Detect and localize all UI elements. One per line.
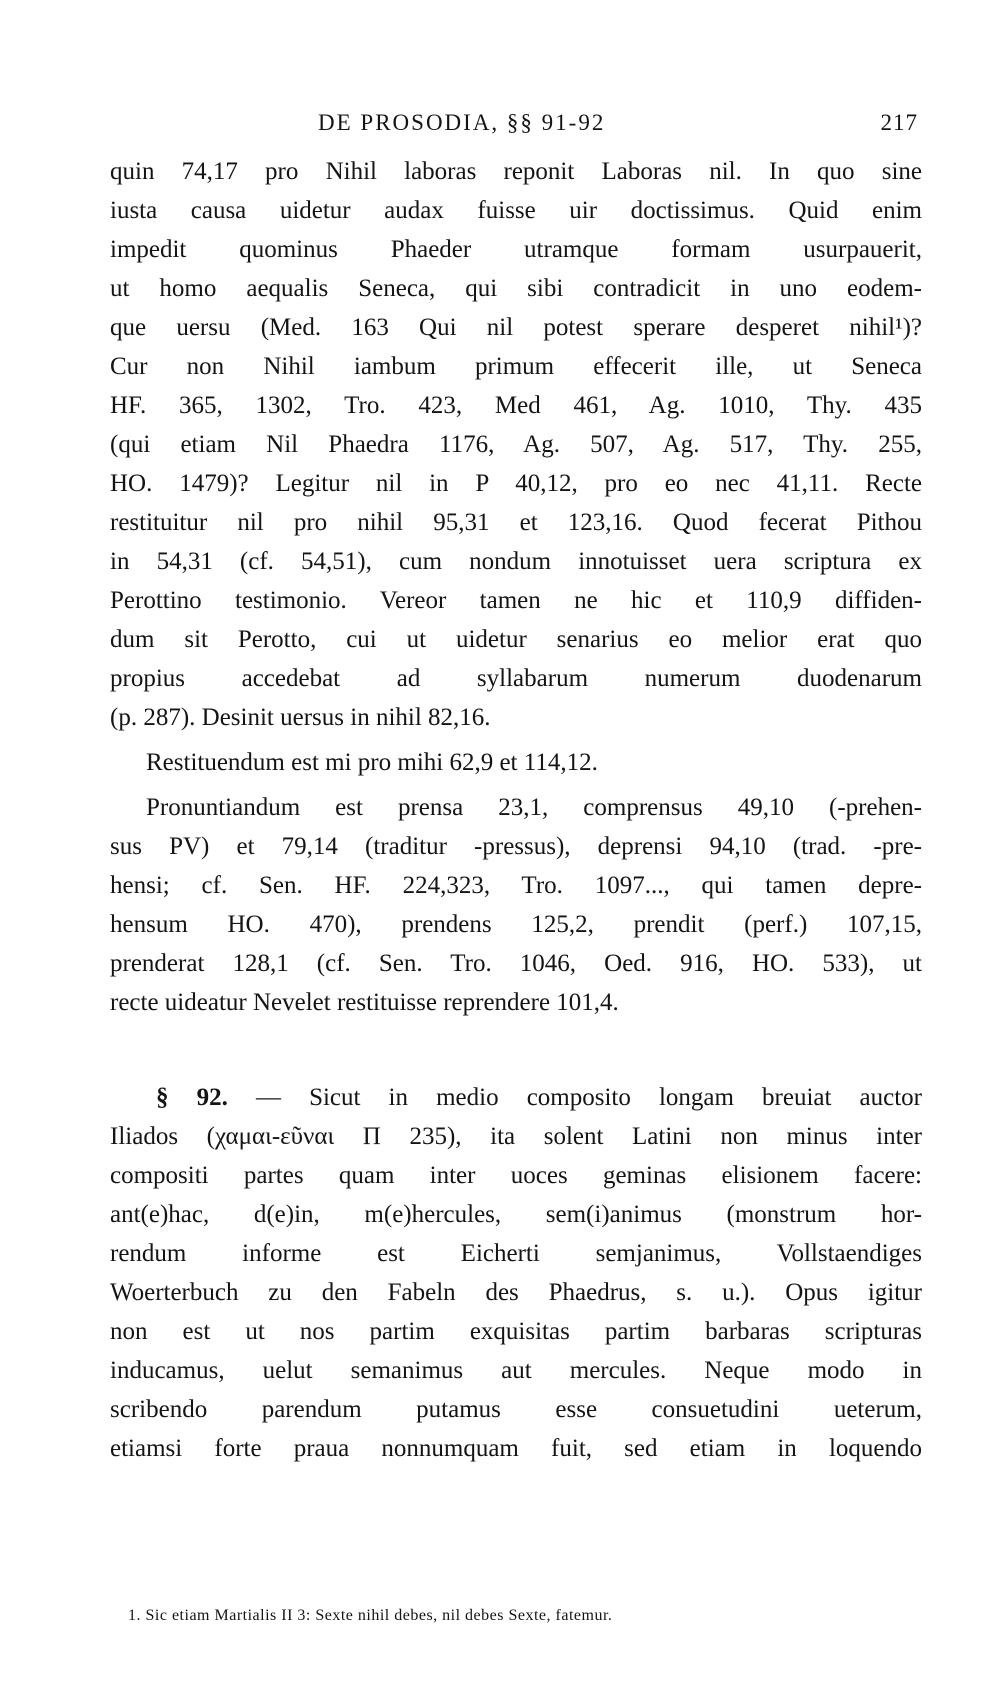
text-line: Perottino testimonio. Vereor tamen ne hic et 110,9 diffiden- [110, 587, 922, 614]
text-line: hensum HO. 470), prendens 125,2, prendit (perf.) 107,15, [110, 911, 922, 938]
text-line: dum sit Perotto, cui ut uidetur senarius eo melior erat quo [110, 626, 922, 653]
paragraph-mi [110, 743, 922, 782]
text-line: (qui etiam Nil Phaedra 1176, Ag. 507, Ag. 517, Thy. 255, [110, 431, 922, 458]
text-line: que uersu (Med. 163 Qui nil potest sperare desperet nihil¹)? [110, 314, 922, 341]
text-line: inducamus, uelut semanimus aut mercules. Neque modo in [110, 1357, 922, 1384]
footnote: 1. Sic etiam Martialis II 3: Sexte nihil debes, nil debes Sexte, fatemur. [128, 1607, 613, 1624]
text-line: restituitur nil pro nihil 95,31 et 123,16. Quod fecerat Pithou [110, 509, 922, 536]
text-line: Cur non Nihil iambum primum effecerit ille, ut Seneca [110, 353, 922, 380]
text-line: Iliados (χαμαι-εῦναι Π 235), ita solent Latini non minus inter [110, 1123, 922, 1150]
text-line: etiamsi forte praua nonnumquam fuit, sed etiam in loquendo [110, 1435, 922, 1462]
paragraph-nihil [110, 152, 922, 737]
text-line: in 54,31 (cf. 54,51), cum nondum innotuisset uera scriptura ex [110, 548, 922, 575]
text-line: ut homo aequalis Seneca, qui sibi contradicit in uno eodem- [110, 275, 922, 302]
text-span: — Sicut in medio composito longam breuiat auctor [255, 1084, 922, 1111]
page-number: 217 [880, 110, 918, 135]
paragraph-prensa [110, 788, 922, 1022]
page-header [118, 110, 918, 144]
text-line: (p. 287). Desinit uersus in nihil 82,16. [110, 704, 491, 731]
text-line: ant(e)hac, d(e)in, m(e)hercules, sem(i)animus (monstrum hor- [110, 1201, 922, 1228]
text-line: propius accedebat ad syllabarum numerum duodenarum [110, 665, 922, 692]
running-title: DE PROSODIA, §§ 91-92 [318, 110, 606, 135]
text-line: recte uideatur Nevelet restituisse reprendere 101,4. [110, 989, 619, 1016]
text-line: HO. 1479)? Legitur nil in P 40,12, pro eo nec 41,11. Recte [110, 470, 922, 497]
text-line: Restituendum est mi pro mihi 62,9 et 114,12. [146, 749, 598, 776]
text-line: compositi partes quam inter uoces geminas elisionem facere: [110, 1162, 922, 1189]
text-line: iusta causa uidetur audax fuisse uir doctissimus. Quid enim [110, 197, 922, 224]
text-line: prenderat 128,1 (cf. Sen. Tro. 1046, Oed. 916, HO. 533), ut [110, 950, 922, 977]
text-line [110, 1078, 922, 1117]
text-line: HF. 365, 1302, Tro. 423, Med 461, Ag. 1010, Thy. 435 [110, 392, 922, 419]
section-92 [110, 1078, 922, 1468]
text-line: impedit quominus Phaeder utramque formam usurpauerit, [110, 236, 922, 263]
text-line: scribendo parendum putamus esse consuetudini ueterum, [110, 1396, 922, 1423]
text-line: sus PV) et 79,14 (traditur -pressus), deprensi 94,10 (trad. -pre- [110, 833, 922, 860]
text-line: Pronuntiandum est prensa 23,1, comprensus 49,10 (-prehen- [146, 794, 922, 821]
main-text [110, 152, 922, 1468]
text-line: hensi; cf. Sen. HF. 224,323, Tro. 1097..., qui tamen depre- [110, 872, 922, 899]
text-line: non est ut nos partim exquisitas partim barbaras scripturas [110, 1318, 922, 1345]
text-line: quin 74,17 pro Nihil laboras reponit Laboras nil. In quo sine [110, 158, 922, 185]
section-mark: § 92. [156, 1084, 228, 1111]
text-line: Woerterbuch zu den Fabeln des Phaedrus, s. u.). Opus igitur [110, 1279, 922, 1306]
text-line: rendum informe est Eicherti semjanimus, Vollstaendiges [110, 1240, 922, 1267]
